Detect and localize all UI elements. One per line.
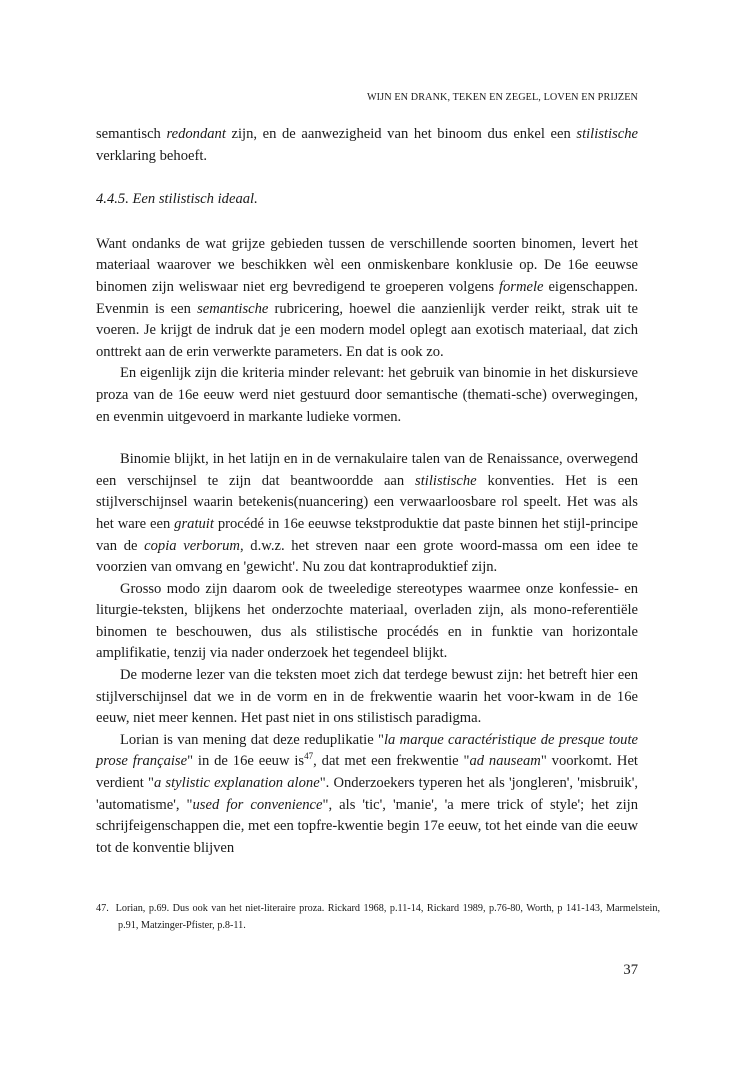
- paragraph-7: [96, 730, 638, 860]
- footnote-reference[interactable]: 47: [304, 751, 314, 762]
- italic-term: semantische: [197, 300, 269, 317]
- text: Lorian is van mening dat deze reduplikatie ": [120, 731, 384, 748]
- italic-term: stilistische: [415, 472, 477, 489]
- text: konventies. Het is een stijlverschijnsel waarin betekenis(nuancering) een verwaarloosbare rol speelt. Het was als het ware een: [96, 472, 638, 532]
- italic-term: stilistische: [576, 126, 639, 142]
- paragraph-2: [96, 234, 638, 364]
- paragraph-1: [96, 124, 638, 167]
- text: " in de 16e eeuw is: [187, 753, 305, 770]
- italic-term: gratuit: [174, 515, 214, 532]
- text: Want ondanks de wat grijze gebieden tussen de verschillende soorten binomen, levert het materiaal waarover we beschikken wèl een onmiskenbare konklusie op. De 16e eeuwse binomen zijn weliswaar niet erg bevredigend te groeperen volgens: [96, 235, 638, 295]
- paragraph-6: De moderne lezer van die teksten moet zich dat terdege bewust zijn: het betreft hier een stijlverschijnsel dat we in de vorm en in de frekwentie waarin het voor-kwam in de 16e eeuw, niet meer kennen. Het past niet in ons stilistisch paradigma.: [96, 667, 638, 727]
- text: , dat met een frekwentie ": [313, 753, 470, 770]
- italic-quote: ad nauseam: [469, 753, 541, 770]
- text: rubricering, hoewel die aanzienlijk verder reikt, strak uit te voeren. Je krijgt de indruk dat je een modern model oplegt aan exotisch materiaal, dat zich onttrekt aan de erin verwerkte parameters. En dat is ook zo.: [96, 300, 638, 360]
- paragraph-3: En eigenlijk zijn die kriteria minder relevant: het gebruik van binomie in het diskursieve proza van de 16e eeuw werd niet gestuurd door semantische (themati-sche) overwegingen, en evenmin uitgevoerd in markante ludieke vormen.: [96, 365, 638, 425]
- paragraph-5: Grosso modo zijn daarom ook de tweeledige stereotypes waarmee onze konfessie- en liturgie-teksten, blijkens het onderzochte materiaal, overladen zijn, als mono-referentiële binomen te beschouwen, dus als stilistische procédés en in funktie van horizontale amplifikatie, tenzij via nader onderzoek het tegendeel blijkt.: [96, 580, 638, 662]
- italic-term: copia verborum: [144, 537, 240, 554]
- text: Binomie blijkt, in het latijn en in de vernakulaire talen van de Renaissance, overwegend een verschijnsel te zijn dat beantwoordde aan: [96, 451, 638, 489]
- text: ", als 'tic', 'manie', 'a mere trick of style'; het zijn schrijfeigenschappen die, met een topfre-kwentie begin 17e eeuw, tot het einde van die eeuw tot de konventie blijven: [96, 796, 639, 856]
- running-head: WIJN EN DRANK, TEKEN EN ZEGEL, LOVEN EN PRIJZEN: [366, 92, 638, 103]
- text: " voorkomt. Het verdient ": [96, 753, 638, 792]
- italic-term: redondant: [166, 126, 226, 142]
- text: procédé in 16e eeuwse tekstproduktie dat paste binnen het stijl-principe van de: [96, 515, 638, 554]
- text: semantisch: [96, 126, 167, 142]
- italic-quote: a stylistic explanation alone: [153, 775, 320, 792]
- italic-quote: la marque caractéristique de presque toute prose française: [96, 731, 639, 770]
- italic-term: formele: [498, 278, 544, 295]
- text: eigenschappen. Evenmin is een: [96, 278, 638, 317]
- footnote-47: 47. Lorian, p.69. Dus ook van het niet-literaire proza. Rickard 1968, p.11-14, Rickard 1989, p.76-80, Worth, p 141-143, Marmelstein, p.91, Matzinger-Pfister, p.8-11.: [96, 903, 660, 931]
- page-number: 37: [623, 962, 638, 978]
- text: verklaring behoeft.: [96, 147, 208, 164]
- text: ". Onderzoekers typeren het als 'jongleren', 'misbruik', 'automatisme', ": [96, 775, 638, 813]
- section-heading: 4.4.5. Een stilistisch ideaal.: [96, 191, 258, 208]
- main-text: [96, 124, 638, 859]
- italic-quote: used for convenience: [192, 796, 323, 813]
- text: zijn, en de aanwezigheid van het binoom dus enkel een: [225, 126, 577, 142]
- paragraph-4: [96, 449, 638, 579]
- text: , d.w.z. het streven naar een grote woord-massa om een idee te voorzien van omvang en 'gewicht'. Nu zou dat kontraproduktief zijn.: [96, 537, 638, 576]
